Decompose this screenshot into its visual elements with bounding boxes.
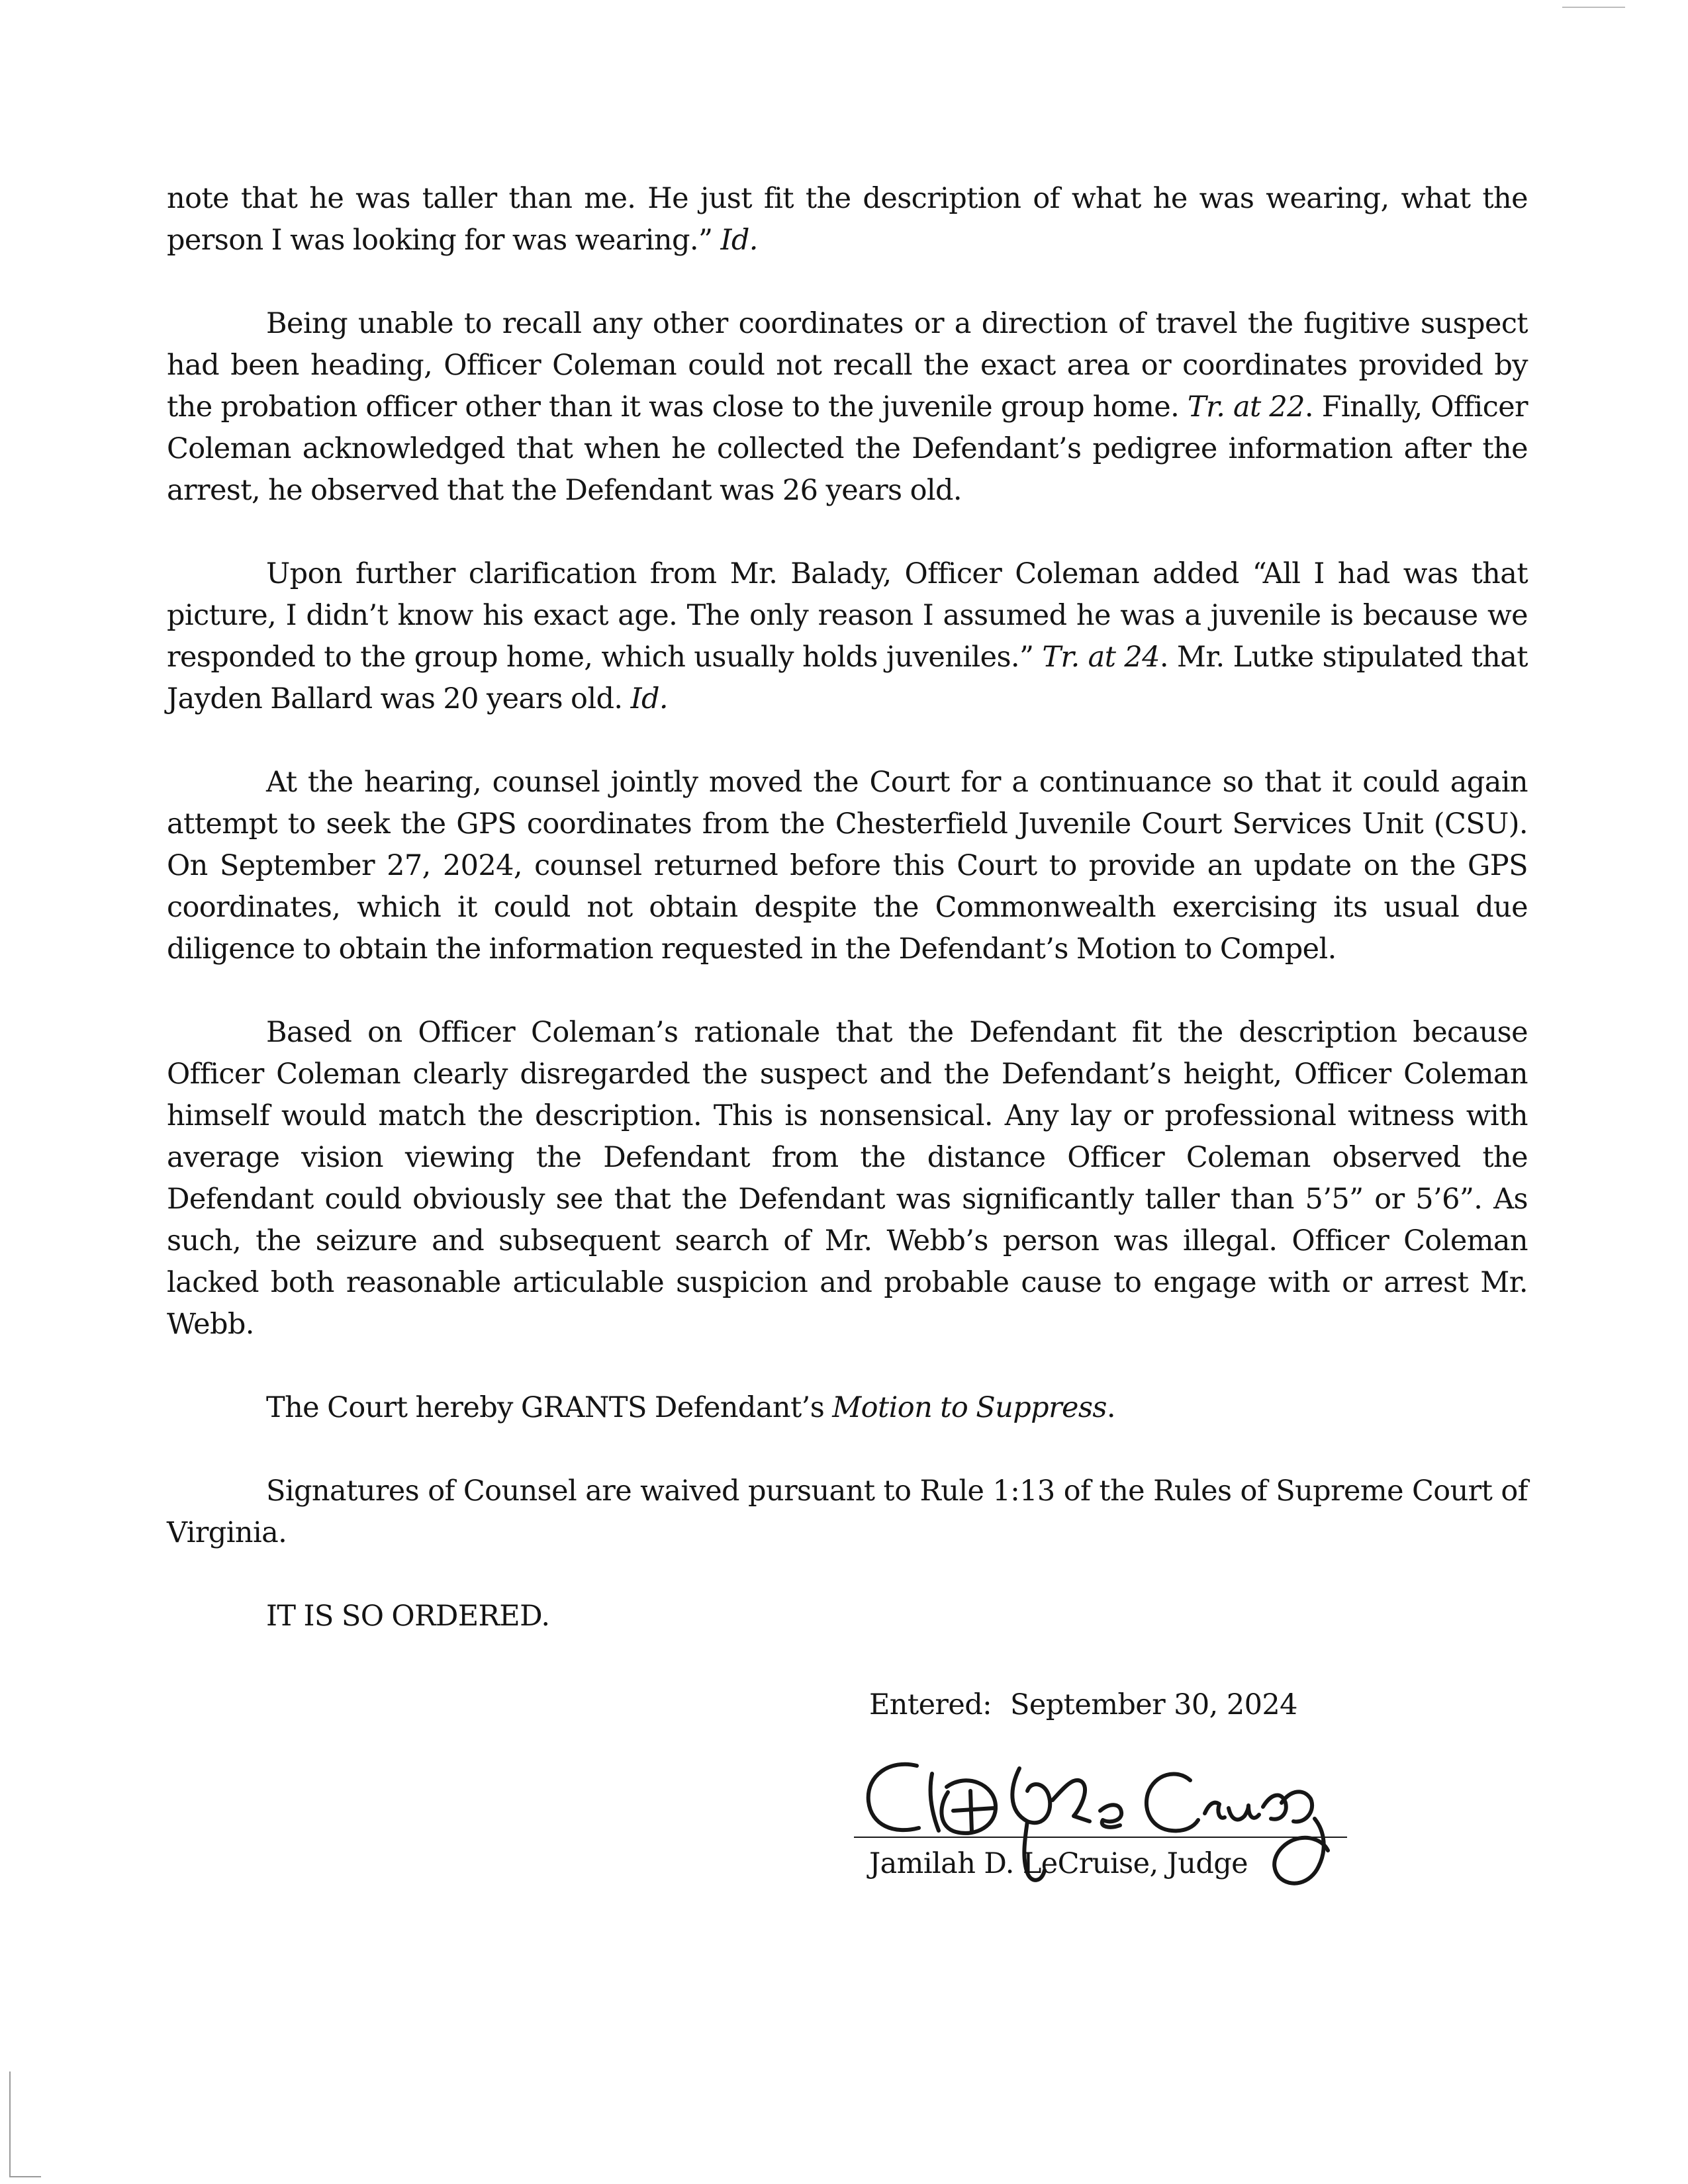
paragraph-7: Signatures of Counsel are waived pursuant to Rule 1:13 of the Rules of Supreme Court of Virginia. bbox=[167, 1475, 1528, 1549]
scan-artifact-bottom bbox=[9, 2176, 41, 2177]
judge-name: Jamilah D. LeCruise, Judge bbox=[869, 1847, 1248, 1880]
paragraph-6 bbox=[167, 1387, 1528, 1429]
signature-line bbox=[854, 1837, 1347, 1838]
scan-artifact-top bbox=[1562, 7, 1625, 8]
citation-id-2: Id. bbox=[630, 682, 668, 715]
paragraph-2 bbox=[167, 303, 1528, 512]
paragraph-3 bbox=[167, 553, 1528, 720]
paragraph-6-text-b: . bbox=[1106, 1391, 1115, 1424]
paragraph-2-text-a: Being unable to recall any other coordinates or a direction of travel the fugitive suspect had been heading, Officer Coleman could not recall the exact area or coordinates provided by the probation officer other than it was close to the juvenile group home. bbox=[167, 307, 1528, 424]
paragraph-8-order: IT IS SO ORDERED. bbox=[266, 1600, 550, 1633]
citation-tr-24: Tr. at 24 bbox=[1042, 641, 1160, 674]
citation-tr-22: Tr. at 22 bbox=[1187, 390, 1305, 424]
paragraph-1 bbox=[167, 178, 1528, 261]
paragraph-2-text-b: . Finally, Officer Coleman acknowledged that when he collected the Defendant’s pedigree information after the arrest, he observed that the Defendant was 26 years old. bbox=[167, 390, 1528, 507]
citation-id: Id. bbox=[720, 224, 758, 257]
paragraph-3-text-a: Upon further clarification from Mr. Balady, Officer Coleman added “All I had was that picture, I didn’t know his exact age. The only reason I assumed he was a juvenile is because we responded to the group home, which usually holds juveniles.” bbox=[167, 557, 1528, 674]
paragraph-1-text: note that he was taller than me. He just fit the description of what he was wearing, what the person I was looking for was wearing.” bbox=[167, 182, 1528, 257]
paragraph-5: Based on Officer Coleman’s rationale that the Defendant fit the description because Officer Coleman clearly disregarded the suspect and the Defendant’s height, Officer Coleman himself would match the description. This is nonsensical. Any lay or professional witness with average vision viewing the Defendant from the distance Officer Coleman observed the Defendant could obviously see that the Defendant was significantly taller than 5’5” or 5’6”. As such, the seizure and subsequent search of Mr. Webb’s person was illegal. Officer Coleman lacked both reasonable articulable suspicion and probable cause to engage with or arrest Mr. Webb. bbox=[167, 1016, 1528, 1341]
entered-date-value: September 30, 2024 bbox=[1010, 1688, 1297, 1721]
entered-label: Entered: bbox=[869, 1688, 992, 1721]
body-text bbox=[167, 178, 1528, 1637]
paragraph-3-text-b: . Mr. Lutke stipulated that Jayden Ballard was 20 years old. bbox=[167, 641, 1528, 715]
paragraph-4: At the hearing, counsel jointly moved the Court for a continuance so that it could again attempt to seek the GPS coordinates from the Chesterfield Juvenile Court Services Unit (CSU). On September 27, 2024, counsel returned before this Court to provide an update on the GPS coordinates, which it could not obtain despite the Commonwealth exercising its usual due diligence to obtain the information requested in the Defendant’s Motion to Compel. bbox=[167, 766, 1528, 966]
paragraph-6-text-a: The Court hereby GRANTS Defendant’s bbox=[266, 1391, 833, 1424]
scan-artifact-left bbox=[9, 2071, 11, 2177]
motion-title: Motion to Suppress bbox=[832, 1391, 1107, 1424]
entered-date bbox=[869, 1684, 1297, 1726]
